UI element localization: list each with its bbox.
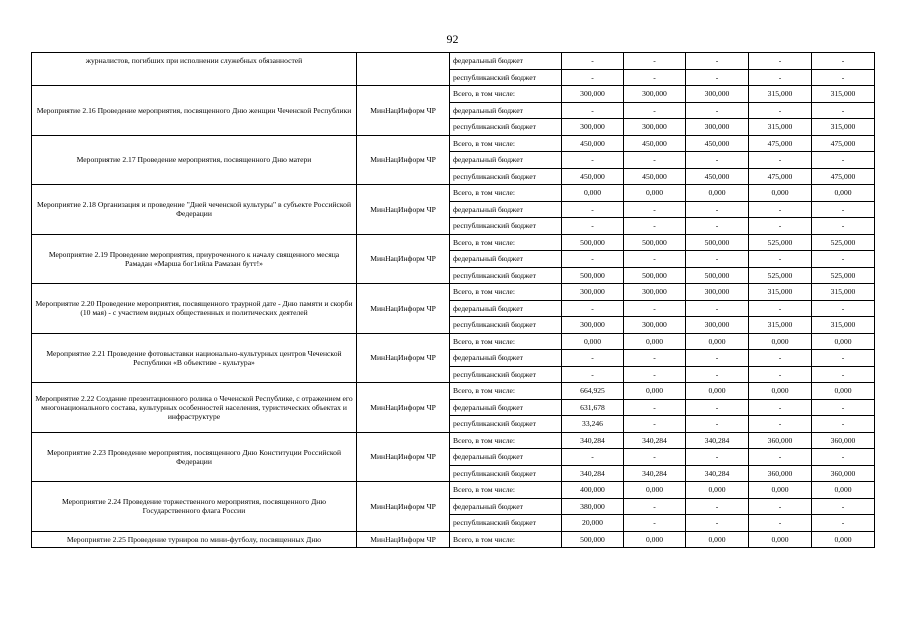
funding-source-cell: Всего, в том числе:	[450, 185, 562, 202]
amount-cell: 0,000	[812, 383, 875, 400]
table-row	[32, 432, 875, 449]
amount-cell: 300,000	[686, 284, 749, 301]
amount-cell: 0,000	[812, 482, 875, 499]
amount-cell: 475,000	[749, 135, 812, 152]
funding-source-cell: республиканский бюджет	[450, 317, 562, 334]
amount-cell: -	[624, 300, 686, 317]
executor-cell: МинНацИнформ ЧР	[357, 482, 450, 532]
funding-source-cell: республиканский бюджет	[450, 366, 562, 383]
amount-cell: 340,284	[686, 465, 749, 482]
table-row	[32, 234, 875, 251]
amount-cell: -	[562, 218, 624, 235]
amount-cell: -	[812, 416, 875, 433]
amount-cell: 500,000	[624, 234, 686, 251]
amount-cell: 450,000	[686, 168, 749, 185]
funding-source-cell: федеральный бюджет	[450, 498, 562, 515]
amount-cell: 360,000	[812, 432, 875, 449]
amount-cell: 340,284	[562, 465, 624, 482]
amount-cell: -	[812, 449, 875, 466]
amount-cell: -	[624, 515, 686, 532]
amount-cell: -	[624, 69, 686, 86]
table-row	[32, 185, 875, 202]
executor-cell: МинНацИнформ ЧР	[357, 333, 450, 383]
page-number: 92	[446, 32, 459, 46]
amount-cell: 450,000	[686, 135, 749, 152]
measure-name-cell: Мероприятие 2.16 Проведение мероприятия, посвященного Дню женщин Чеченской Республики	[32, 86, 357, 136]
amount-cell: 0,000	[624, 482, 686, 499]
amount-cell: 525,000	[749, 267, 812, 284]
amount-cell: -	[686, 515, 749, 532]
amount-cell: -	[749, 498, 812, 515]
amount-cell: -	[749, 300, 812, 317]
amount-cell: -	[624, 399, 686, 416]
amount-cell: 0,000	[812, 333, 875, 350]
funding-source-cell: федеральный бюджет	[450, 152, 562, 169]
amount-cell: 33,246	[562, 416, 624, 433]
measure-name-cell: Мероприятие 2.25 Проведение турниров по мини-футболу, посвященных Дню	[32, 531, 357, 548]
amount-cell: -	[562, 69, 624, 86]
amount-cell: 500,000	[562, 234, 624, 251]
measure-name-cell: Мероприятие 2.19 Проведение мероприятия, приуроченного к началу священного месяца Рамадан «Марша бог1ийла Рамазан бутт!»	[32, 234, 357, 284]
amount-cell: -	[812, 498, 875, 515]
amount-cell: -	[624, 53, 686, 70]
amount-cell: 0,000	[749, 531, 812, 548]
amount-cell: 340,284	[562, 432, 624, 449]
amount-cell: 300,000	[562, 317, 624, 334]
funding-source-cell: Всего, в том числе:	[450, 432, 562, 449]
funding-source-cell: республиканский бюджет	[450, 515, 562, 532]
amount-cell: -	[749, 152, 812, 169]
amount-cell: 0,000	[624, 531, 686, 548]
funding-source-cell: федеральный бюджет	[450, 251, 562, 268]
amount-cell: -	[749, 53, 812, 70]
amount-cell: -	[686, 218, 749, 235]
amount-cell: 475,000	[749, 168, 812, 185]
amount-cell: -	[562, 201, 624, 218]
amount-cell: 0,000	[749, 383, 812, 400]
funding-source-cell: федеральный бюджет	[450, 102, 562, 119]
amount-cell: 360,000	[749, 465, 812, 482]
executor-cell: МинНацИнформ ЧР	[357, 234, 450, 284]
amount-cell: -	[562, 152, 624, 169]
amount-cell: 475,000	[812, 135, 875, 152]
amount-cell: -	[686, 498, 749, 515]
amount-cell: -	[749, 102, 812, 119]
amount-cell: -	[686, 366, 749, 383]
amount-cell: -	[562, 53, 624, 70]
amount-cell: 340,284	[686, 432, 749, 449]
amount-cell: -	[686, 350, 749, 367]
amount-cell: 450,000	[562, 168, 624, 185]
funding-source-cell: Всего, в том числе:	[450, 284, 562, 301]
table-row	[32, 383, 875, 400]
amount-cell: -	[562, 102, 624, 119]
amount-cell: 315,000	[749, 317, 812, 334]
amount-cell: -	[812, 366, 875, 383]
amount-cell: 0,000	[749, 333, 812, 350]
amount-cell: -	[624, 218, 686, 235]
amount-cell: -	[624, 366, 686, 383]
amount-cell: 300,000	[562, 86, 624, 103]
amount-cell: 500,000	[686, 267, 749, 284]
amount-cell: -	[749, 251, 812, 268]
amount-cell: -	[562, 251, 624, 268]
executor-cell: МинНацИнформ ЧР	[357, 284, 450, 334]
amount-cell: 315,000	[749, 86, 812, 103]
amount-cell: -	[749, 416, 812, 433]
amount-cell: -	[749, 350, 812, 367]
table-row	[32, 53, 875, 70]
funding-source-cell: Всего, в том числе:	[450, 531, 562, 548]
amount-cell: -	[749, 366, 812, 383]
amount-cell: -	[624, 102, 686, 119]
funding-source-cell: федеральный бюджет	[450, 300, 562, 317]
amount-cell: 315,000	[749, 119, 812, 136]
funding-source-cell: Всего, в том числе:	[450, 333, 562, 350]
funding-source-cell: федеральный бюджет	[450, 350, 562, 367]
amount-cell: 0,000	[624, 383, 686, 400]
table-row	[32, 86, 875, 103]
amount-cell: 20,000	[562, 515, 624, 532]
table-row	[32, 482, 875, 499]
amount-cell: 0,000	[686, 333, 749, 350]
amount-cell: 450,000	[624, 135, 686, 152]
amount-cell: 315,000	[812, 86, 875, 103]
amount-cell: -	[624, 416, 686, 433]
funding-source-cell: республиканский бюджет	[450, 69, 562, 86]
amount-cell: -	[812, 350, 875, 367]
amount-cell: -	[562, 449, 624, 466]
amount-cell: -	[812, 69, 875, 86]
amount-cell: -	[749, 399, 812, 416]
amount-cell: 500,000	[686, 234, 749, 251]
amount-cell: 450,000	[562, 135, 624, 152]
amount-cell: 300,000	[624, 86, 686, 103]
executor-cell: МинНацИнформ ЧР	[357, 86, 450, 136]
amount-cell: -	[812, 399, 875, 416]
amount-cell: 300,000	[624, 284, 686, 301]
amount-cell: 315,000	[812, 317, 875, 334]
amount-cell: -	[562, 300, 624, 317]
amount-cell: -	[624, 498, 686, 515]
amount-cell: -	[686, 399, 749, 416]
executor-cell: МинНацИнформ ЧР	[357, 185, 450, 235]
measure-name-cell: Мероприятие 2.24 Проведение торжественного мероприятия, посвященного Дню Государственного флага России	[32, 482, 357, 532]
amount-cell: 0,000	[562, 333, 624, 350]
executor-cell: МинНацИнформ ЧР	[357, 432, 450, 482]
amount-cell: -	[686, 152, 749, 169]
amount-cell: -	[562, 366, 624, 383]
amount-cell: 300,000	[624, 119, 686, 136]
measure-name-cell: Мероприятие 2.21 Проведение фотовыставки национально-культурных центров Чеченской Республики «В объективе - культура»	[32, 333, 357, 383]
amount-cell: -	[749, 69, 812, 86]
amount-cell: 0,000	[686, 482, 749, 499]
amount-cell: 0,000	[624, 333, 686, 350]
amount-cell: 0,000	[686, 383, 749, 400]
amount-cell: -	[624, 251, 686, 268]
amount-cell: 300,000	[624, 317, 686, 334]
amount-cell: 525,000	[749, 234, 812, 251]
funding-source-cell: Всего, в том числе:	[450, 383, 562, 400]
measure-name-cell: журналистов, погибших при исполнении служебных обязанностей	[32, 53, 357, 86]
amount-cell: 380,000	[562, 498, 624, 515]
amount-cell: -	[624, 201, 686, 218]
amount-cell: -	[686, 416, 749, 433]
amount-cell: -	[686, 53, 749, 70]
amount-cell: -	[686, 449, 749, 466]
amount-cell: -	[749, 449, 812, 466]
amount-cell: -	[624, 152, 686, 169]
amount-cell: 500,000	[624, 267, 686, 284]
amount-cell: -	[749, 515, 812, 532]
amount-cell: -	[686, 201, 749, 218]
amount-cell: 450,000	[624, 168, 686, 185]
funding-source-cell: республиканский бюджет	[450, 119, 562, 136]
amount-cell: 500,000	[562, 267, 624, 284]
measure-name-cell: Мероприятие 2.18 Организация и проведение "Дней чеченской культуры" в субъекте Российской Федерации	[32, 185, 357, 235]
amount-cell: -	[812, 102, 875, 119]
amount-cell: -	[686, 69, 749, 86]
funding-source-cell: Всего, в том числе:	[450, 482, 562, 499]
amount-cell: -	[624, 449, 686, 466]
funding-source-cell: республиканский бюджет	[450, 465, 562, 482]
amount-cell: 360,000	[749, 432, 812, 449]
funding-source-cell: Всего, в том числе:	[450, 135, 562, 152]
amount-cell: -	[812, 201, 875, 218]
table-row	[32, 284, 875, 301]
amount-cell: 300,000	[562, 284, 624, 301]
amount-cell: -	[812, 515, 875, 532]
amount-cell: -	[686, 102, 749, 119]
amount-cell: 300,000	[686, 317, 749, 334]
executor-cell: МинНацИнформ ЧР	[357, 135, 450, 185]
amount-cell: 0,000	[749, 482, 812, 499]
funding-source-cell: республиканский бюджет	[450, 218, 562, 235]
funding-source-cell: республиканский бюджет	[450, 168, 562, 185]
amount-cell: -	[812, 53, 875, 70]
funding-source-cell: республиканский бюджет	[450, 267, 562, 284]
measure-name-cell: Мероприятие 2.20 Проведение мероприятия, посвященного траурной дате - Дню памяти и скорби (10 мая) - с участием видных общественных и политических деятелей	[32, 284, 357, 334]
amount-cell: 525,000	[812, 267, 875, 284]
amount-cell: 340,284	[624, 432, 686, 449]
executor-cell: МинНацИнформ ЧР	[357, 383, 450, 433]
amount-cell: 300,000	[686, 86, 749, 103]
amount-cell: -	[562, 350, 624, 367]
budget-table-body	[32, 53, 875, 548]
amount-cell: 475,000	[812, 168, 875, 185]
funding-source-cell: федеральный бюджет	[450, 449, 562, 466]
amount-cell: -	[812, 152, 875, 169]
amount-cell: 631,678	[562, 399, 624, 416]
executor-cell	[357, 53, 450, 86]
amount-cell: 300,000	[562, 119, 624, 136]
amount-cell: 360,000	[812, 465, 875, 482]
amount-cell: 300,000	[686, 119, 749, 136]
funding-source-cell: федеральный бюджет	[450, 201, 562, 218]
amount-cell: 0,000	[686, 185, 749, 202]
amount-cell: -	[686, 300, 749, 317]
amount-cell: 315,000	[749, 284, 812, 301]
amount-cell: -	[624, 350, 686, 367]
budget-table	[31, 52, 875, 548]
amount-cell: 664,925	[562, 383, 624, 400]
amount-cell: 500,000	[562, 531, 624, 548]
funding-source-cell: федеральный бюджет	[450, 399, 562, 416]
executor-cell: МинНацИнформ ЧР	[357, 531, 450, 548]
amount-cell: -	[749, 201, 812, 218]
amount-cell: 0,000	[749, 185, 812, 202]
funding-source-cell: республиканский бюджет	[450, 416, 562, 433]
amount-cell: -	[686, 251, 749, 268]
amount-cell: 525,000	[812, 234, 875, 251]
funding-source-cell: Всего, в том числе:	[450, 86, 562, 103]
table-row	[32, 135, 875, 152]
funding-source-cell: федеральный бюджет	[450, 53, 562, 70]
amount-cell: -	[812, 300, 875, 317]
amount-cell: -	[812, 251, 875, 268]
amount-cell: -	[812, 218, 875, 235]
amount-cell: -	[749, 218, 812, 235]
funding-source-cell: Всего, в том числе:	[450, 234, 562, 251]
amount-cell: 0,000	[686, 531, 749, 548]
amount-cell: 315,000	[812, 284, 875, 301]
amount-cell: 340,284	[624, 465, 686, 482]
amount-cell: 400,000	[562, 482, 624, 499]
amount-cell: 0,000	[562, 185, 624, 202]
amount-cell: 0,000	[812, 185, 875, 202]
amount-cell: 0,000	[624, 185, 686, 202]
measure-name-cell: Мероприятие 2.17 Проведение мероприятия, посвященного Дню матери	[32, 135, 357, 185]
table-row	[32, 333, 875, 350]
table-row	[32, 531, 875, 548]
measure-name-cell: Мероприятие 2.22 Создание презентационного ролика о Чеченской Республике, с отражением его многонационального состава, культурных особенностей населения, туристических объектах и инфраструктуре	[32, 383, 357, 433]
measure-name-cell: Мероприятие 2.23 Проведение мероприятия, посвященного Дню Конституции Российской Федерации	[32, 432, 357, 482]
amount-cell: 315,000	[812, 119, 875, 136]
amount-cell: 0,000	[812, 531, 875, 548]
